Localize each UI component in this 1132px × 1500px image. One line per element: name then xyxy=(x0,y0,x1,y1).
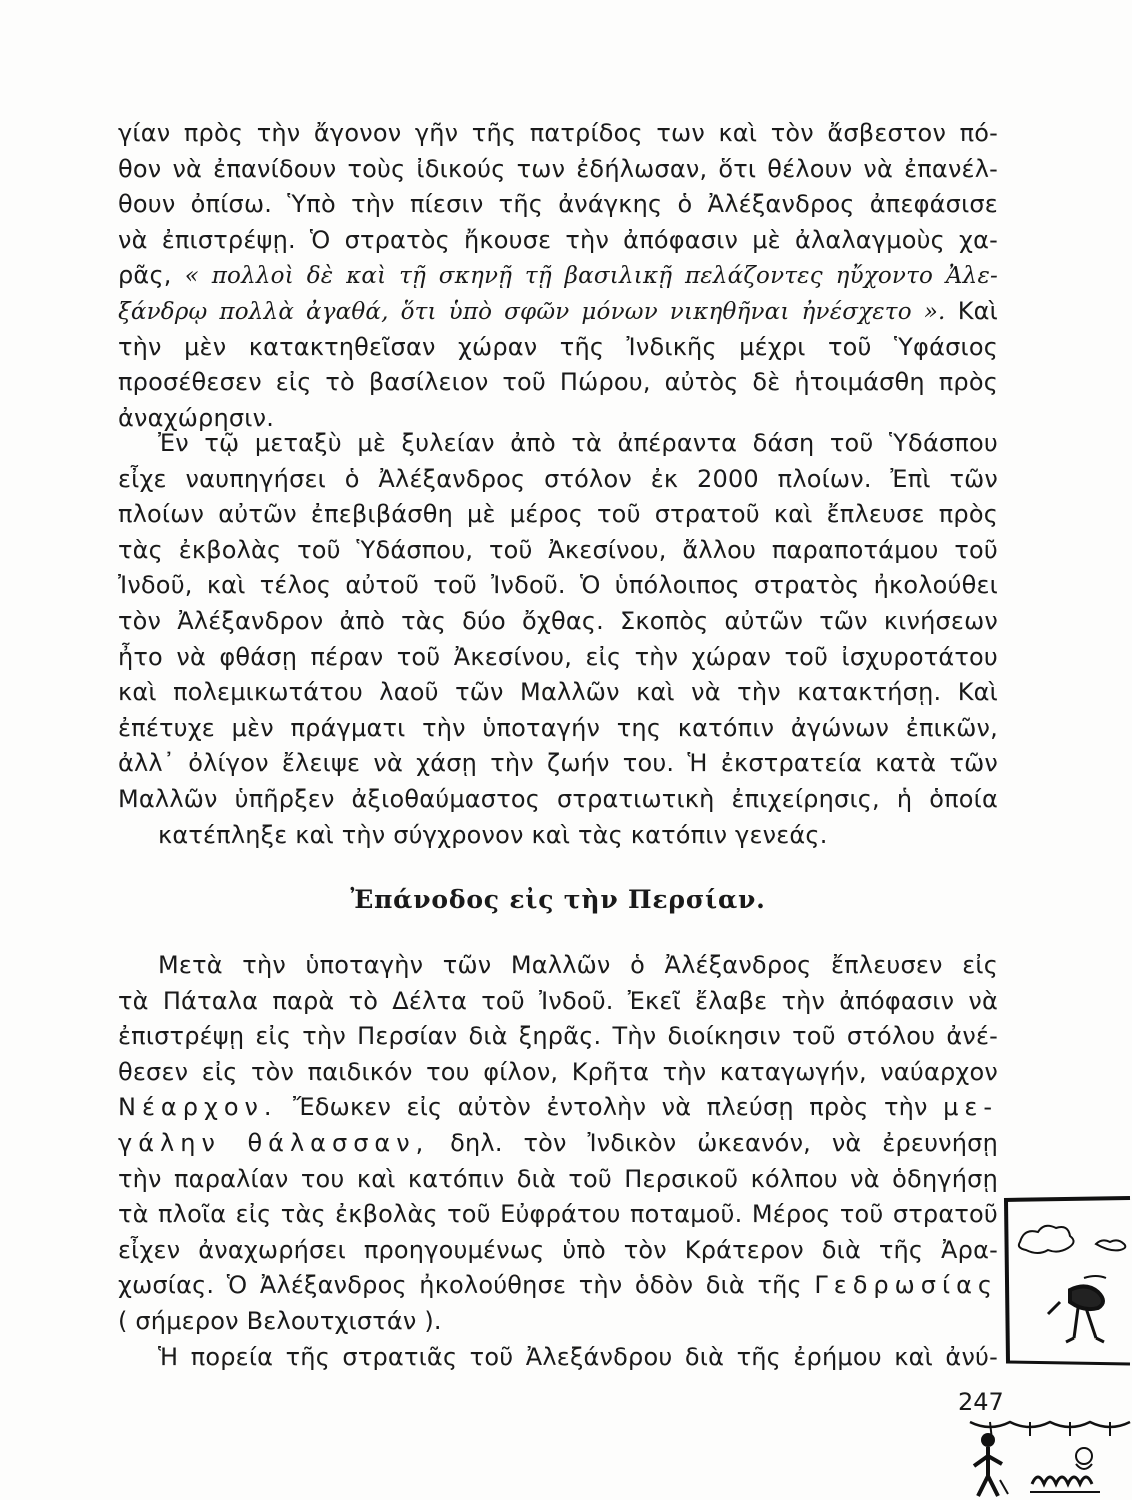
text-line: εἶχεν ἀναχωρήσει προηγουμένως ὑπὸ τὸν Κράτερον διὰ τῆς Ἀρα- xyxy=(118,1235,998,1264)
text-line-with-quote xyxy=(118,258,998,294)
text-line: εἶχε ναυπηγήσει ὁ Ἀλέξανδρος στόλον ἐκ 2000 πλοίων. Ἐπὶ τῶν xyxy=(118,464,998,493)
text-line: πλοίων αὐτῶν ἐπεβιβάσθη μὲ μέρος τοῦ στρατοῦ καὶ ἔπλευσε πρὸς xyxy=(118,500,998,529)
spaced-name: Γεδρωσίας xyxy=(814,1271,998,1300)
paragraph-return-persia xyxy=(118,948,998,1375)
text-fragment: Ἔδωκεν εἰς αὐτὸν ἐντολὴν νὰ πλεύσῃ πρὸς τὴν xyxy=(293,1093,928,1122)
text-line: ἀλλ᾽ ὀλίγον ἔλειψε νὰ χάσῃ τὴν ζωήν του. Ἡ ἐκστρατεία κατὰ τῶν xyxy=(118,749,998,778)
section-heading: Ἐπάνοδος εἰς τὴν Περσίαν. xyxy=(350,885,766,914)
text-fragment: Καὶ xyxy=(957,296,998,325)
page-number: 247 xyxy=(958,1388,1004,1416)
ancient-quote: « πολλοὶ δὲ καὶ τῇ σκηνῇ τῇ βασιλικῇ πελάζοντες ηὔχοντο Ἀλε- xyxy=(184,263,998,290)
spaced-name: Νέαρχον. xyxy=(118,1093,278,1122)
text-line: θεσεν εἰς τὸν παιδικόν του φίλον, Κρῆτα τὴν καταγωγήν, ναύαρχον xyxy=(118,1057,998,1086)
text-line xyxy=(118,1090,998,1126)
text-fragment: δηλ. τὸν Ἰνδικὸν ὠκεανόν, νὰ ἐρευνήσῃ xyxy=(450,1128,998,1157)
paragraph-fleet-malloi xyxy=(118,426,998,853)
text-line: καὶ πολεμικωτάτου λαοῦ τῶν Μαλλῶν καὶ νὰ τὴν κατακτήσῃ. Καὶ xyxy=(118,678,998,707)
text-fragment: χωσίας. Ὁ Ἀλέξανδρος ἠκολούθησε τὴν ὁδὸν διὰ τῆς xyxy=(118,1271,802,1300)
text-line: γίαν πρὸς τὴν ἄγονον γῆν τῆς πατρίδος των καὶ τὸν ἄσβεστον πό- xyxy=(118,119,998,147)
text-line: τὴν παραλίαν του καὶ κατόπιν διὰ τοῦ Περσικοῦ κόλπου νὰ ὁδηγήσῃ xyxy=(118,1164,998,1193)
figure-head xyxy=(981,1433,995,1447)
text-line: Ἐν τῷ μεταξὺ μὲ ξυλείαν ἀπὸ τὰ ἀπέραντα δάση τοῦ Ὑδάσπου xyxy=(158,429,998,457)
text-line: Ἡ πορεία τῆς στρατιᾶς τοῦ Ἀλεξάνδρου διὰ τῆς ἐρήμου καὶ ἀνύ- xyxy=(158,1342,998,1371)
text-line: ἐπέτυχε μὲν πράγματι τὴν ὑποταγήν της κατόπιν ἀγώνων ἐπικῶν, xyxy=(118,713,998,742)
spaced-name: γάλην θάλασσαν, xyxy=(118,1128,430,1157)
text-fragment: ρᾶς, xyxy=(118,261,172,290)
text-line: ( σήμερον Βελουτχιστάν ). xyxy=(118,1306,442,1335)
text-line xyxy=(118,1268,998,1304)
text-line: Ἰνδοῦ, καὶ τέλος αὐτοῦ τοῦ Ἰνδοῦ. Ὁ ὑπόλοιπος στρατὸς ἠκολούθει xyxy=(118,571,998,600)
cloud-icon xyxy=(1019,1226,1074,1253)
paragraph-return-decision xyxy=(118,116,998,436)
text-line: θον νὰ ἐπανίδουν τοὺς ἰδικούς των ἐδήλωσαν, ὅτι θέλουν νὰ ἐπανέλ- xyxy=(118,154,998,183)
text-line: ἐπιστρέψῃ εἰς τὴν Περσίαν διὰ ξηρᾶς. Τὴν διοίκησιν τοῦ στόλου ἀνέ- xyxy=(118,1022,998,1051)
text-line: τὸν Ἀλέξανδρον ἀπὸ τὰς δύο ὄχθας. Σκοπὸς αὐτῶν τῶν κινήσεων xyxy=(118,606,998,635)
cloud-icon xyxy=(1096,1240,1125,1250)
ancient-quote: ξάνδρῳ πολλὰ ἀγαθά, ὅτι ὑπὸ σφῶν μόνων νικηθῆναι ἠνέσχετο ». xyxy=(118,298,946,325)
text-line: κατέπληξε καὶ τὴν σύγχρονον καὶ τὰς κατόπιν γενεάς. xyxy=(158,820,828,849)
text-line: Μετὰ τὴν ὑποταγὴν τῶν Μαλλῶν ὁ Ἀλέξανδρος ἔπλευσεν εἰς xyxy=(158,951,998,979)
spaced-fragment: με- xyxy=(943,1093,998,1122)
margin-doodle-box xyxy=(1000,1192,1132,1372)
text-line: νὰ ἐπιστρέψῃ. Ὁ στρατὸς ἤκουσε τὴν ἀπόφασιν μὲ ἀλαλαγμοὺς χα- xyxy=(118,225,998,254)
text-line: ἀναχώρησιν. xyxy=(118,403,275,432)
margin-doodle-figures xyxy=(960,1400,1132,1500)
text-line: τὰς ἐκβολὰς τοῦ Ὑδάσπου, τοῦ Ἀκεσίνου, ἄλλου παραποτάμου τοῦ xyxy=(118,535,998,564)
text-line: προσέθεσεν εἰς τὸ βασίλειον τοῦ Πώρου, αὐτὸς δὲ ἡτοιμάσθη πρὸς xyxy=(118,368,998,397)
text-line: ἦτο νὰ φθάσῃ πέραν τοῦ Ἀκεσίνου, εἰς τὴν χώραν τοῦ ἰσχυροτάτου xyxy=(118,642,998,671)
text-line: τὰ Πάταλα παρὰ τὸ Δέλτα τοῦ Ἰνδοῦ. Ἐκεῖ ἔλαβε τὴν ἀπόφασιν νὰ xyxy=(118,986,998,1015)
text-line: τὴν μὲν κατακτηθεῖσαν χώραν τῆς Ἰνδικῆς μέχρι τοῦ Ὑφάσιος xyxy=(118,332,998,361)
text-line xyxy=(118,1126,998,1162)
text-line: τὰ πλοῖα εἰς τὰς ἐκβολὰς τοῦ Εὐφράτου ποταμοῦ. Μέρος τοῦ στρατοῦ xyxy=(118,1200,998,1229)
text-line: θουν ὀπίσω. Ὑπὸ τὴν πίεσιν τῆς ἀνάγκης ὁ Ἀλέξανδρος ἀπεφάσισε xyxy=(118,190,998,219)
text-line: Μαλλῶν ὑπῆρξεν ἀξιοθαύμαστος στρατιωτικὴ ἐπιχείρησις, ἡ ὁποία xyxy=(118,784,998,813)
text-line-with-quote xyxy=(118,294,998,330)
